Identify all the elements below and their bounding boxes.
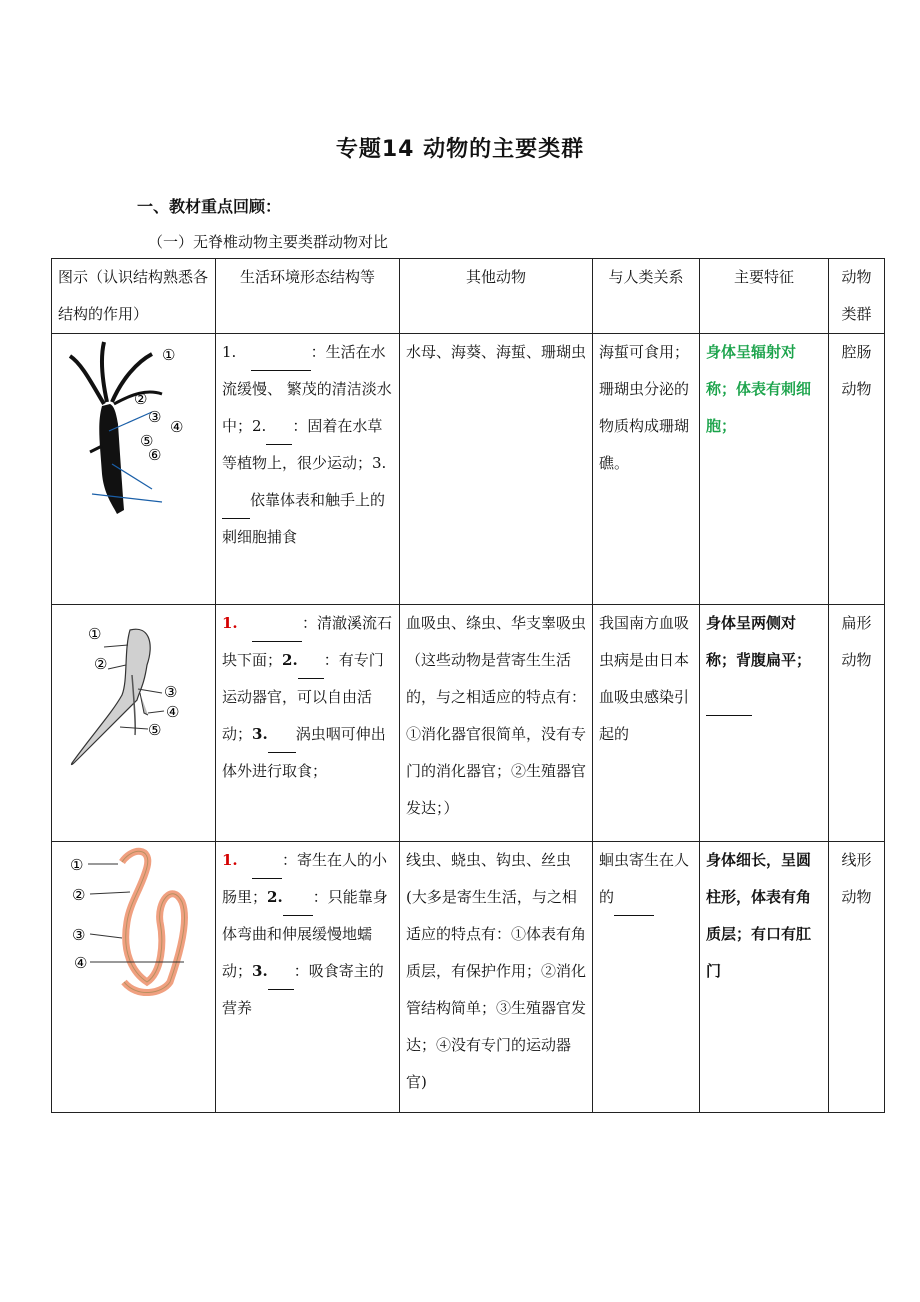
features-cell: 身体细长，呈圆柱形，体表有角质层；有口有肛门 (700, 842, 829, 1113)
label-5: ⑤ (148, 721, 162, 739)
blank-field[interactable] (614, 899, 654, 917)
label-1: ① (162, 346, 176, 364)
others-cell: 血吸虫、绦虫、华支睾吸虫（这些动物是营寄生生活的，与之相适应的特点有：①消化器官很简单，没有专门的消化器官；②生殖器官发达；） (400, 605, 593, 842)
blank-field[interactable] (251, 354, 311, 372)
env-cell: 1. ：生活在水流缓慢、 繁茂的清洁淡水中；2. ：固着在水草等植物上，很少运动；3.依靠体表和触手上的刺细胞捕食 (216, 334, 400, 605)
group-cell: 线形动物 (829, 842, 885, 1113)
figure-cell (52, 334, 216, 605)
table-header-row (52, 259, 885, 334)
label-3: ③ (72, 926, 86, 944)
roundworm-diagram (52, 842, 216, 1098)
blank-field[interactable] (268, 736, 296, 754)
table-row (52, 842, 885, 1113)
header-figure: 图示（认识结构熟悉各结构的作用） (52, 259, 216, 334)
comparison-table (51, 258, 885, 1113)
others-cell: 线虫、蛲虫、钩虫、丝虫(大多是寄生生活，与之相适应的特点有：①体表有角质层，有保护作用；②消化管结构简单；③生殖器官发达；④没有专门的运动器官) (400, 842, 593, 1113)
page-title: 专题14 动物的主要类群 (335, 137, 585, 162)
table-row (52, 605, 885, 842)
header-group: 动物类群 (829, 259, 885, 334)
blank-field[interactable] (266, 428, 292, 446)
header-features: 主要特征 (700, 259, 829, 334)
label-1: ① (88, 625, 102, 643)
label-4: ④ (74, 954, 88, 972)
group-cell: 腔肠动物 (829, 334, 885, 605)
label-2: ② (134, 390, 148, 408)
section-heading: 一、教材重点回顾： (137, 197, 282, 216)
figure-cell (52, 605, 216, 842)
blank-field[interactable] (706, 699, 752, 717)
table-row (52, 334, 885, 605)
label-4: ④ (170, 418, 184, 436)
blank-field[interactable] (222, 502, 250, 520)
relation-cell: 我国南方血吸虫病是由日本血吸虫感染引起的 (593, 605, 700, 842)
label-1: ① (70, 856, 84, 874)
blank-field[interactable] (268, 973, 294, 991)
features-cell: 身体呈辐射对称；体表有刺细胞； (700, 334, 829, 605)
label-2: ② (72, 886, 86, 904)
header-relation: 与人类关系 (593, 259, 700, 334)
label-2: ② (94, 655, 108, 673)
planarian-diagram (52, 605, 216, 827)
label-5: ⑤ (140, 432, 154, 450)
figure-cell (52, 842, 216, 1113)
label-6: ⑥ (148, 446, 162, 464)
label-4: ④ (166, 703, 180, 721)
relation-cell: 蛔虫寄生在人的 (593, 842, 700, 1113)
hydra-diagram (52, 334, 216, 590)
label-3: ③ (148, 408, 162, 426)
blank-field[interactable] (283, 899, 313, 917)
relation-cell: 海蜇可食用；珊瑚虫分泌的物质构成珊瑚礁。 (593, 334, 700, 605)
subsection-heading: （一）无脊椎动物主要类群动物对比 (148, 233, 389, 251)
label-3: ③ (164, 683, 178, 701)
env-cell: 1. ：寄生在人的小肠里；2. ：只能靠身体弯曲和伸展缓慢地蠕动；3. ：吸食寄主的营养 (216, 842, 400, 1113)
blank-field[interactable] (298, 662, 324, 680)
group-cell: 扁形动物 (829, 605, 885, 842)
features-cell: 身体呈两侧对称；背腹扁平； (700, 605, 829, 842)
header-env: 生活环境形态结构等 (216, 259, 400, 334)
header-others: 其他动物 (400, 259, 593, 334)
blank-field[interactable] (252, 862, 282, 880)
blank-field[interactable] (252, 625, 302, 643)
others-cell: 水母、海葵、海蜇、珊瑚虫 (400, 334, 593, 605)
env-cell: 1. ：清澈溪流石块下面；2. ：有专门 运动器官，可以自由活动；3. 涡虫咽可伸出体外进行取食； (216, 605, 400, 842)
